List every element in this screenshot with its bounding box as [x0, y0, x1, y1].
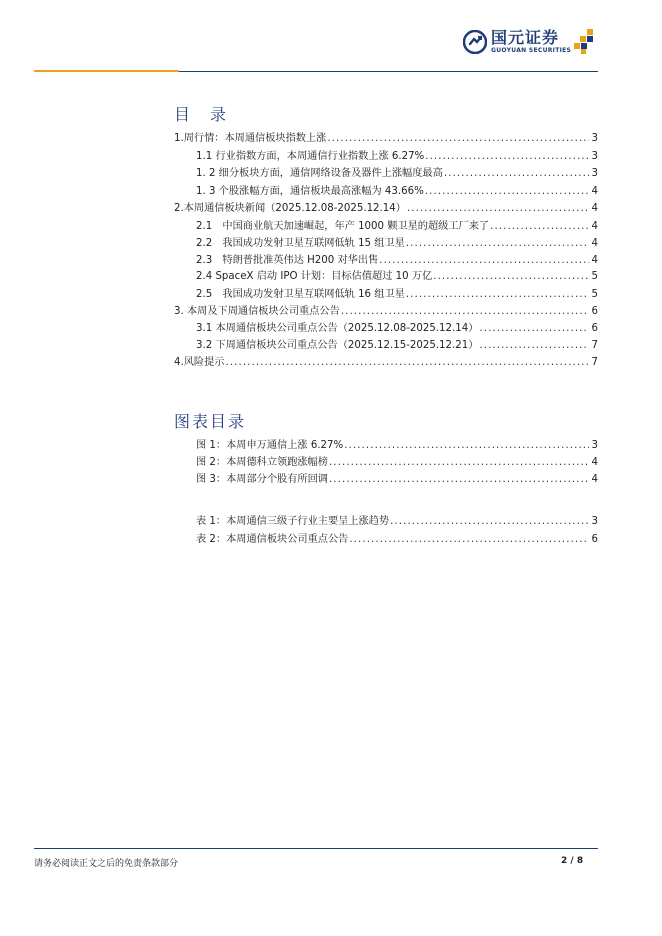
toc-entry-text: 2.本周通信板块新闻（2025.12.08-2025.12.14）	[174, 203, 406, 214]
dot-leader	[425, 150, 589, 163]
dot-leader	[479, 322, 589, 335]
toc-entry[interactable]	[196, 220, 598, 233]
toc-entry-page: 6	[591, 306, 598, 317]
table-entry[interactable]	[196, 533, 598, 546]
toc-entry[interactable]	[196, 288, 598, 301]
table-entry-page: 3	[591, 516, 598, 527]
toc-entry-text: 2.4 SpaceX 启动 IPO 计划：目标估值超过 10 万亿	[196, 271, 433, 282]
toc-entry[interactable]	[196, 150, 598, 163]
footer-divider	[34, 848, 598, 849]
figure-entry-page: 4	[591, 457, 598, 468]
toc-entry-text: 2.2 我国成功发射卫星互联网低轨 15 组卫星	[196, 238, 405, 249]
brand-name-cn: 国元证券	[491, 28, 560, 47]
gold-squares-icon	[574, 29, 596, 55]
toc-entry-text: 3.2 下周通信板块公司重点公告（2025.12.15-2025.12.21）	[196, 340, 479, 351]
toc-title: 目 录	[174, 105, 229, 124]
dot-leader	[490, 220, 589, 233]
toc-entry[interactable]	[196, 167, 598, 180]
toc-entry-text: 3.1 本周通信板块公司重点公告（2025.12.08-2025.12.14）	[196, 323, 479, 334]
toc-entry[interactable]	[196, 339, 598, 352]
dot-leader	[406, 288, 589, 301]
toc-entry[interactable]	[174, 132, 598, 145]
table-entry-page: 6	[591, 534, 598, 545]
toc-entry[interactable]	[174, 356, 598, 369]
guoyuan-emblem-icon	[463, 30, 487, 54]
dot-leader	[479, 339, 589, 352]
figure-entry-page: 3	[591, 440, 598, 451]
toc-entry-page: 3	[591, 168, 598, 179]
toc-entry-text: 2.5 我国成功发射卫星互联网低轨 16 组卫星	[196, 289, 405, 300]
dot-leader	[349, 533, 589, 546]
figure-entry-text: 图 2：本周德科立领跑涨幅榜	[196, 457, 328, 468]
figure-entry-text: 图 1：本周申万通信上涨 6.27%	[196, 440, 344, 451]
dot-leader	[327, 132, 589, 145]
toc-entry-page: 3	[591, 133, 598, 144]
dot-leader	[406, 237, 589, 250]
toc-entry-page: 6	[591, 323, 598, 334]
toc-entry-text: 2.1 中国商业航天加速崛起，年产 1000 颗卫星的超级工厂来了	[196, 221, 490, 232]
toc-entry-page: 4	[591, 186, 598, 197]
toc-entry-text: 1.1 行业指数方面，本周通信行业指数上涨 6.27%	[196, 151, 425, 162]
toc-entry[interactable]	[196, 254, 598, 267]
toc-entry[interactable]	[196, 270, 598, 283]
toc-entry[interactable]	[196, 237, 598, 250]
dot-leader	[329, 456, 589, 469]
dot-leader	[341, 305, 589, 318]
toc-entry-page: 5	[591, 271, 598, 282]
dot-leader	[344, 439, 589, 452]
header-accent-bar	[34, 70, 179, 72]
toc-entry-page: 4	[591, 221, 598, 232]
table-entry[interactable]	[196, 515, 598, 528]
figure-entry[interactable]	[196, 473, 598, 486]
toc-entry[interactable]	[196, 185, 598, 198]
dot-leader	[425, 185, 589, 198]
figure-entry[interactable]	[196, 456, 598, 469]
toc-entry-page: 4	[591, 238, 598, 249]
toc-entry-page: 7	[591, 357, 598, 368]
dot-leader	[433, 270, 589, 283]
toc-entry-text: 1. 2 细分板块方面，通信网络设备及器件上涨幅度最高	[196, 168, 443, 179]
toc-entry-page: 3	[591, 151, 598, 162]
toc-entry-page: 7	[591, 340, 598, 351]
dot-leader	[444, 167, 589, 180]
table-entry-text: 表 1：本周通信三级子行业主要呈上涨趋势	[196, 516, 390, 527]
toc-entry-page: 4	[591, 203, 598, 214]
figure-entry[interactable]	[196, 439, 598, 452]
brand-name-en: GUOYUAN SECURITIES	[491, 47, 572, 54]
footer-disclaimer: 请务必阅读正文之后的免责条款部分	[34, 859, 179, 869]
toc-entry[interactable]	[174, 202, 598, 215]
dot-leader	[390, 515, 589, 528]
company-logo	[463, 29, 596, 55]
toc-entry-page: 4	[591, 255, 598, 266]
toc-entry-page: 5	[591, 289, 598, 300]
toc-entry[interactable]	[196, 322, 598, 335]
figure-entry-text: 图 3：本周部分个股有所回调	[196, 474, 328, 485]
dot-leader	[225, 356, 589, 369]
dot-leader	[407, 202, 589, 215]
toc-entry-text: 2.3 特朗普批准英伟达 H200 对华出售	[196, 255, 379, 266]
toc-entry-text: 3. 本周及下周通信板块公司重点公告	[174, 306, 340, 317]
dot-leader	[379, 254, 589, 267]
toc-entry-text: 4.风险提示	[174, 357, 225, 368]
toc-entry[interactable]	[174, 305, 598, 318]
toc-entry-text: 1.周行情：本周通信板块指数上涨	[174, 133, 327, 144]
page-indicator: 2 / 8	[561, 856, 584, 866]
dot-leader	[329, 473, 589, 486]
table-entry-text: 表 2：本周通信板块公司重点公告	[196, 534, 349, 545]
figures-toc-title: 图表目录	[174, 412, 247, 431]
figure-entry-page: 4	[591, 474, 598, 485]
toc-entry-text: 1. 3 个股涨幅方面，通信板块最高涨幅为 43.66%	[196, 186, 424, 197]
